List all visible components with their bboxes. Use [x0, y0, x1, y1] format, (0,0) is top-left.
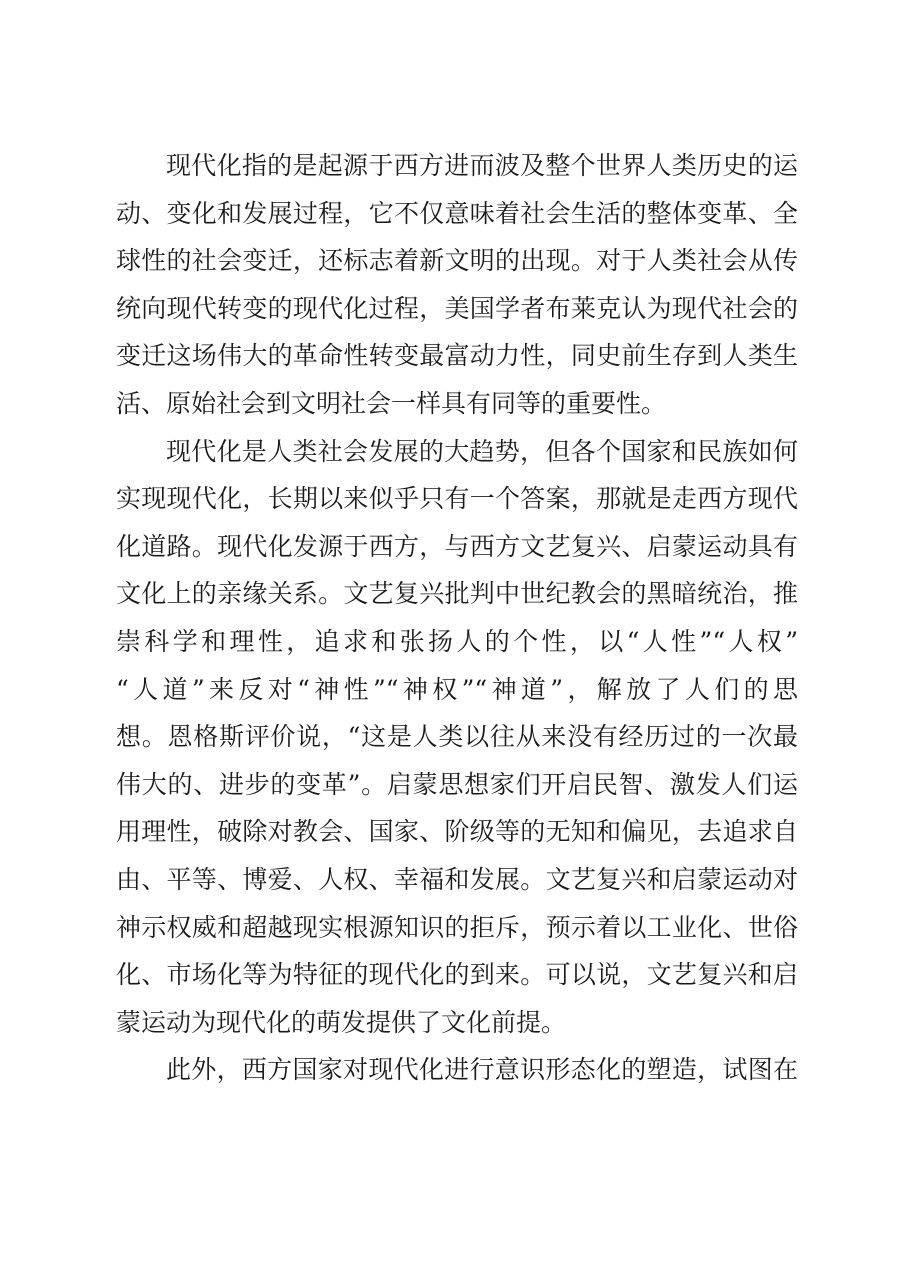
text-line: 统向现代转变的现代化过程，美国学者布莱克认为现代社会的: [116, 293, 798, 323]
text-line: 蒙运动为现代化的萌发提供了文化前提。: [116, 1007, 567, 1037]
text-line: 崇科学和理性，追求和张扬人的个性，以“人性”“人权”: [116, 626, 798, 656]
text-line: 想。恩格斯评价说，“这是人类以往从来没有经历过的一次最: [116, 722, 798, 752]
text-line: 伟大的、进步的变革”。启蒙思想家们开启民智、激发人们运: [116, 769, 798, 799]
text-line: 动、变化和发展过程，它不仅意味着社会生活的整体变革、全: [116, 198, 798, 228]
text-line: “人道”来反对“神性”“神权”“神道”，解放了人们的思: [116, 674, 798, 704]
paragraph-3: [116, 1046, 798, 1094]
text-line: 现代化指的是起源于西方进而波及整个世界人类历史的运: [166, 151, 798, 180]
text-line: 文化上的亲缘关系。文艺复兴批判中世纪教会的黑暗统治，推: [116, 579, 798, 609]
paragraph-2: [116, 428, 798, 1047]
text-line: 化、市场化等为特征的现代化的到来。可以说，文艺复兴和启: [116, 960, 798, 990]
text-line: 现代化是人类社会发展的大趋势，但各个国家和民族如何: [166, 436, 798, 466]
text-line: 实现现代化，长期以来似乎只有一个答案，那就是走西方现代: [116, 484, 798, 514]
text-line: 球性的社会变迁，还标志着新文明的出现。对于人类社会从传: [116, 246, 798, 276]
text-line: 化道路。现代化发源于西方，与西方文艺复兴、启蒙运动具有: [116, 531, 798, 561]
text-line: 由、平等、博爱、人权、幸福和发展。文艺复兴和启蒙运动对: [116, 864, 798, 894]
text-line: 变迁这场伟大的革命性转变最富动力性，同史前生存到人类生: [116, 341, 798, 371]
document-body: [116, 142, 798, 1094]
text-line: 神示权威和超越现实根源知识的拒斥，预示着以工业化、世俗: [116, 912, 798, 942]
text-line: 活、原始社会到文明社会一样具有同等的重要性。: [116, 388, 667, 418]
paragraph-1: [116, 142, 798, 428]
text-line: 此外，西方国家对现代化进行意识形态化的塑造，试图在: [166, 1055, 798, 1085]
text-line: 用理性，破除对教会、国家、阶级等的无知和偏见，去追求自: [116, 817, 798, 847]
